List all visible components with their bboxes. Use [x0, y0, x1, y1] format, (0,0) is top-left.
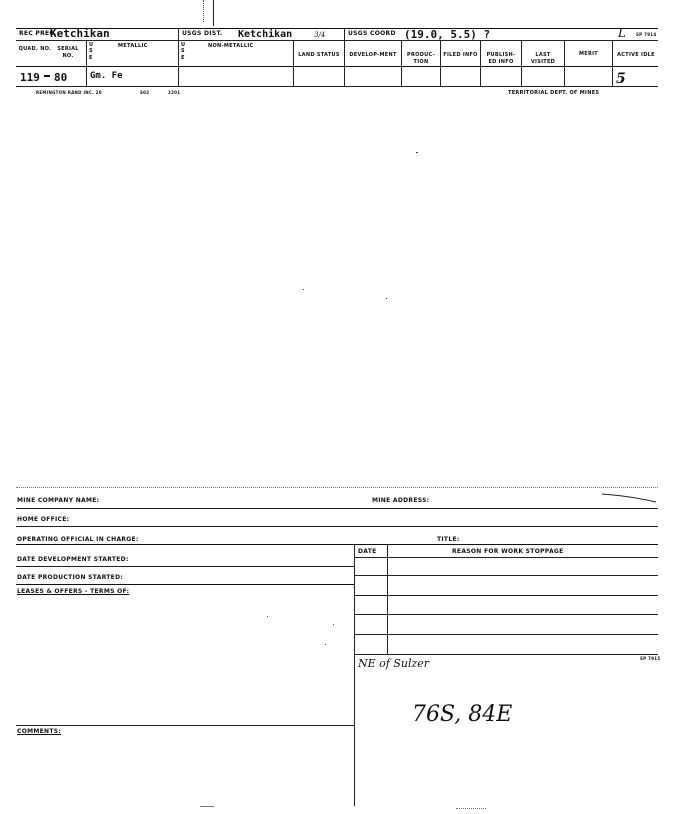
- header-metallic: METALLIC: [118, 43, 148, 49]
- scan-speck: [386, 298, 387, 299]
- usgs-dist-extra: 3/4: [314, 31, 326, 39]
- row-rule: [16, 584, 354, 585]
- header-published-info: PUBLISH-ED INFO: [486, 52, 516, 65]
- usgs-coord-label: USGS COORD: [348, 30, 396, 37]
- row-rule: [354, 654, 658, 655]
- header-last-visited: LAST VISITED: [530, 52, 556, 65]
- corner-mark: L: [618, 26, 626, 40]
- usgs-coord-value: (19.0, 5.5) ?: [404, 28, 491, 41]
- row-rule: [354, 575, 658, 576]
- footer-left-text: REMINGTON RAND INC. 20: [36, 90, 102, 95]
- footer-code-2: 2201: [168, 90, 181, 95]
- rec-prec-label: REC PREC.: [19, 30, 57, 37]
- row-rule: [16, 725, 354, 726]
- row-rule: [16, 544, 658, 545]
- scan-speck: [200, 806, 214, 807]
- col-divider: [354, 544, 355, 806]
- scan-mark: [213, 0, 214, 26]
- scan-mark: [203, 0, 204, 22]
- footer-right-text: TERRITORIAL DEPT. OF MINES: [508, 90, 600, 96]
- handwritten-coordinates: 76S, 84E: [412, 702, 513, 727]
- row-serial-no: 80: [54, 71, 68, 84]
- row-quad-no: 119: [20, 71, 40, 84]
- header-quad-no: QUAD. NO.: [18, 46, 52, 52]
- row-rule: [354, 614, 658, 615]
- col-divider: [293, 40, 294, 86]
- header-use-metallic: U S E: [89, 42, 94, 61]
- comments-label: COMMENTS:: [17, 728, 62, 735]
- card-data-rule: [16, 86, 658, 87]
- header-filed-info: FILED INFO: [443, 52, 478, 58]
- usgs-dist-value: Ketchikan: [238, 29, 293, 40]
- date-production-started-label: DATE PRODUCTION STARTED:: [17, 574, 124, 581]
- form-code-bottom: SP 7915: [640, 656, 661, 661]
- col-divider: [612, 40, 613, 86]
- header-serial-no: SERIAL NO.: [57, 46, 79, 59]
- row-active-idle: 5: [616, 71, 626, 87]
- scan-speck: [416, 152, 418, 153]
- row-rule: [354, 557, 658, 558]
- header-development: DEVELOP-MENT: [349, 52, 397, 58]
- home-office-label: HOME OFFICE:: [17, 516, 70, 523]
- col-divider: [387, 544, 388, 654]
- scan-speck: [325, 644, 326, 645]
- title-label: TITLE:: [437, 536, 460, 543]
- card-header-rule: [16, 66, 658, 67]
- col-divider: [521, 40, 522, 86]
- form-code-top: SP 7914: [636, 32, 657, 37]
- header-merit: MERIT: [578, 51, 598, 57]
- reason-for-work-stoppage-label: REASON FOR WORK STOPPAGE: [452, 548, 564, 555]
- card-edge: [16, 487, 658, 488]
- col-divider: [344, 28, 345, 86]
- card-row-rule: [16, 40, 658, 41]
- row-rule: [16, 566, 354, 567]
- row-dash: [44, 75, 50, 77]
- header-active-idle: ACTIVE IDLE: [617, 52, 655, 58]
- header-land-status: LAND STATUS: [298, 52, 340, 58]
- footer-code-1: S02: [140, 90, 150, 95]
- usgs-dist-label: USGS DIST.: [182, 30, 223, 37]
- date-development-started-label: DATE DEVELOPMENT STARTED:: [17, 556, 129, 563]
- row-metallic: Gm. Fe: [90, 71, 123, 81]
- card-top-rule: [16, 28, 658, 29]
- leases-offers-label: LEASES & OFFERS - TERMS OF:: [17, 588, 130, 595]
- scan-speck: [456, 808, 486, 810]
- header-non-metallic: NON-METALLIC: [208, 43, 254, 49]
- row-rule: [16, 508, 658, 509]
- mine-company-name-label: MINE COMPANY NAME:: [17, 497, 100, 504]
- date-label: DATE: [358, 548, 377, 555]
- pen-stroke: [600, 488, 658, 504]
- row-rule: [16, 526, 658, 527]
- rec-prec-value: Ketchikan: [50, 27, 110, 40]
- header-production: PRODUC-TION: [407, 52, 435, 65]
- row-rule: [354, 634, 658, 635]
- col-divider: [564, 40, 565, 86]
- scan-speck: [333, 624, 334, 625]
- col-divider: [86, 40, 87, 86]
- col-divider: [480, 40, 481, 86]
- col-divider: [401, 40, 402, 86]
- scan-speck: [267, 616, 268, 617]
- handwritten-location: NE of Sulzer: [358, 657, 430, 670]
- scan-speck: [303, 289, 304, 290]
- header-use-non-metallic: U S E: [181, 42, 186, 61]
- col-divider: [440, 40, 441, 86]
- operating-official-label: OPERATING OFFICIAL IN CHARGE:: [17, 536, 139, 543]
- col-divider: [178, 28, 179, 86]
- mine-address-label: MINE ADDRESS:: [372, 497, 430, 504]
- row-rule: [354, 595, 658, 596]
